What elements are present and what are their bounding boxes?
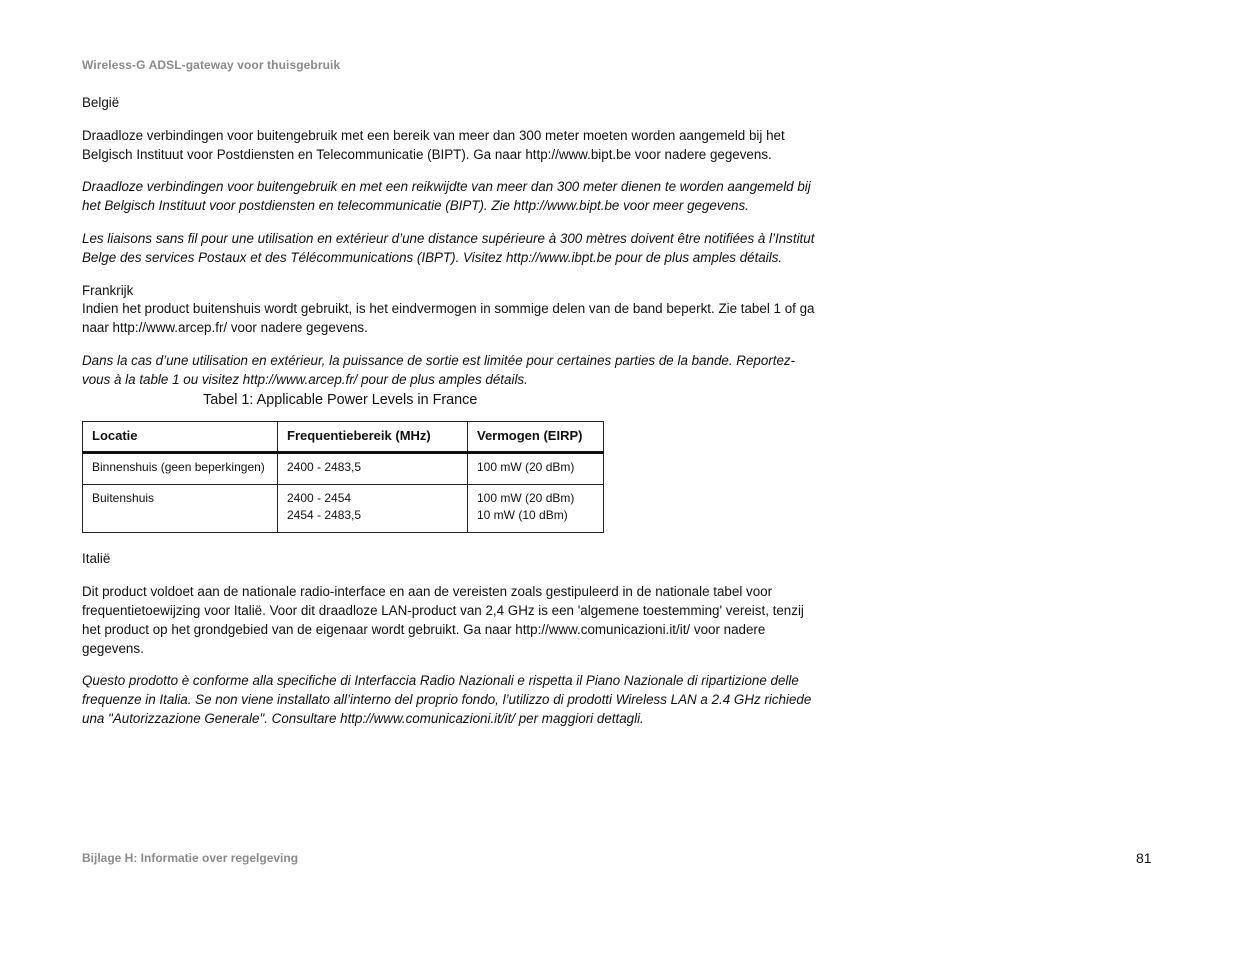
paragraph-belgie-nl: Draadloze verbindingen voor buitengebruik met een bereik van meer dan 300 meter moeten worden aangemeld bij het Belgisch Instituut voor Postdiensten en Telecommunicatie (BIPT). Ga naar http://www.bipt.be voor nadere gegevens.: [82, 127, 785, 162]
table-cell-locatie: Buitenshuis: [83, 485, 278, 533]
paragraph-italie-it: Questo prodotto è conforme alla specifiche di Interfaccia Radio Nazionali e rispetta il Piano Nazionale di ripartizione delle frequenze in Italia. Se non viene installato all’interno del proprio fondo, l’utilizzo di prodotti Wireless LAN a 2.4 GHz richiede una "Autorizzazione Generale". Consultare http://www.comunicazioni.it/it/ per maggiori dettagli.: [82, 673, 812, 726]
section-heading-belgie: België: [82, 95, 120, 110]
running-footer: Bijlage H: Informatie over regelgeving: [82, 851, 299, 865]
frequency-range: 2400 - 2483,5: [287, 460, 362, 475]
table-cell-locatie: Binnenshuis (geen beperkingen): [83, 453, 278, 485]
table-row: [83, 485, 604, 533]
table-header-row: [83, 422, 604, 453]
column-header-frequentiebereik: Frequentiebereik (MHz): [278, 422, 468, 453]
power-level: 10 mW (10 dBm): [477, 508, 568, 523]
section-heading-italie: Italië: [82, 551, 111, 567]
frequency-range: 2454 - 2483,5: [287, 508, 362, 523]
paragraph-frankrijk-nl: Indien het product buitenshuis wordt gebruikt, is het eindvermogen in sommige delen van de band beperkt. Zie tabel 1 of ga naar http://www.arcep.fr/ voor nadere gegevens.: [82, 301, 815, 336]
table-cell-vermogen: [468, 453, 604, 485]
section-heading-frankrijk: Frankrijk: [82, 282, 134, 298]
table-row: [83, 453, 604, 485]
frequency-range: 2400 - 2454: [287, 491, 352, 506]
table-cell-frequentie: [278, 453, 468, 485]
page-body: [82, 94, 817, 729]
power-level: 100 mW (20 dBm): [477, 460, 575, 475]
page-number: 81: [1136, 850, 1152, 866]
paragraph-belgie-nl-italic: Draadloze verbindingen voor buitengebruik en met een reikwijdte van meer dan 300 meter dienen te worden aangemeld bij het Belgisch Instituut voor postdiensten en telecommunicatie (BIPT). Zie http://www.bipt.be voor meer gegevens.: [82, 179, 811, 214]
table-cell-frequentie: [278, 485, 468, 533]
column-header-vermogen: Vermogen (EIRP): [468, 422, 604, 453]
paragraph-frankrijk-fr: Dans la cas d’une utilisation en extérieur, la puissance de sortie est limitée pour certaines parties de la bande. Reportez-vous à la table 1 ou visitez http://www.arcep.fr/ pour de plus amples détails.: [82, 352, 796, 387]
power-level: 100 mW (20 dBm): [477, 491, 575, 506]
table-caption: Tabel 1: Applicable Power Levels in France: [203, 391, 478, 408]
table-cell-vermogen: [468, 485, 604, 533]
paragraph-italie-nl: Dit product voldoet aan de nationale radio-interface en aan de vereisten zoals gestipuleerd in de nationale tabel voor frequentietoewijzing voor Italië. Voor dit draadloze LAN-product van 2,4 GHz is een 'algemene toestemming' vereist, tenzij het product op het grondgebied van de eigenaar wordt gebruikt. Ga naar http://www.comunicazioni.it/it/ voor nadere gegevens.: [82, 584, 804, 656]
paragraph-belgie-fr: Les liaisons sans fil pour une utilisation en extérieur d’une distance supérieure à 300 mètres doivent être notifiées à l’Institut Belge des services Postaux et des Télécommunications (IBPT). Visitez http://www.ibpt.be pour de plus amples détails.: [82, 230, 815, 265]
running-header: Wireless-G ADSL-gateway voor thuisgebruik: [82, 58, 341, 72]
power-levels-table: [82, 421, 604, 533]
column-header-locatie: Locatie: [83, 422, 278, 453]
